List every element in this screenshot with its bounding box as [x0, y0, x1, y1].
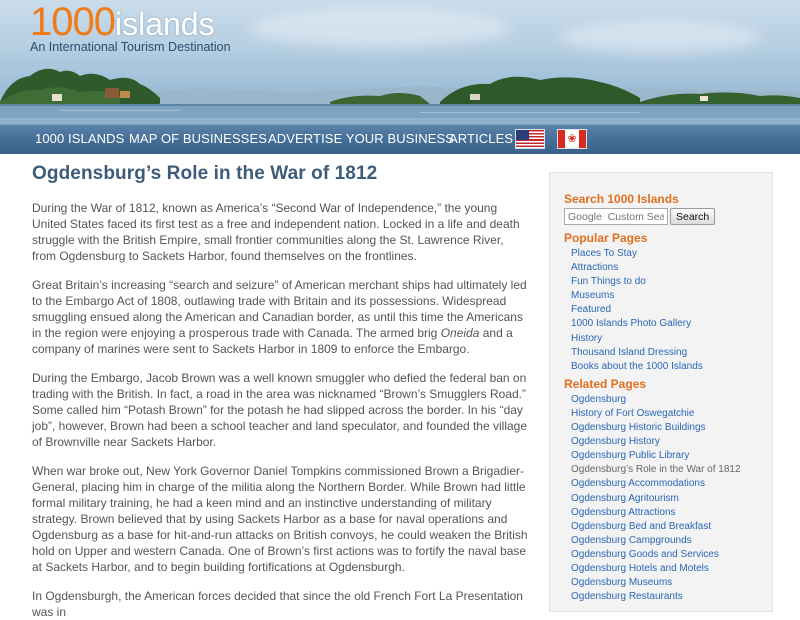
popular-pages-list [571, 247, 772, 374]
us-flag-icon[interactable] [515, 129, 545, 149]
related-link[interactable]: Ogdensburg Goods and Services [571, 548, 719, 560]
popular-link[interactable]: Thousand Island Dressing [571, 346, 688, 358]
related-link[interactable]: Ogdensburg Accommodations [571, 478, 705, 490]
popular-link[interactable]: Featured [571, 304, 612, 316]
popular-link[interactable]: Places To Stay [571, 248, 637, 259]
shoreline-illustration [0, 58, 800, 118]
article-paragraph: During the War of 1812, known as America’s “Second War of Independence,” the young United States faced its first test as a free and independent nation. Locked in a life and death struggle with the British Empire, small frontier communities along the St. Lawrence River, from Ogdensburg to Sackets Harbor, found themselves on the frontlines. [32, 201, 520, 263]
related-link[interactable]: Ogdensburg Bed and Breakfast [571, 520, 712, 532]
main-nav [0, 124, 800, 154]
article [32, 160, 530, 620]
related-link[interactable]: Ogdensburg Attractions [571, 506, 676, 518]
logo-word: islands [114, 6, 215, 42]
related-link[interactable]: Ogdensburg Restaurants [571, 591, 683, 603]
related-link[interactable]: Ogdensburg Agritourism [571, 492, 679, 504]
related-link[interactable]: Ogdensburg History [571, 436, 660, 448]
article-paragraph: When war broke out, New York Governor Daniel Tompkins commissioned Brown a Brigadier-General, placing him in charge of the militia along the Northern Border. While Brown had little formal military training, he had a keen mind and an instinctive understanding of military strategy. Brown believed that by using Sackets Harbor as a base for naval operations and Ogdensburg as a base for hit-and-run attacks on British convoys, he could weaken the British hold on Upper and western Canada. One of Brown’s first actions was to fortify the naval base at Sackets Harbor, and to begin building fortifications at Ogdensburgh. [32, 464, 528, 574]
related-link[interactable]: History of Fort Oswegatchie [571, 407, 695, 419]
related-link[interactable]: Ogdensburg Museums [571, 577, 673, 589]
search-form [564, 208, 772, 225]
search-button[interactable]: Search [670, 208, 715, 225]
sidebar [549, 172, 773, 612]
popular-link[interactable]: Attractions [571, 262, 619, 274]
related-current-page: Ogdensburg’s Role in the War of 1812 [571, 464, 741, 476]
canada-flag-icon[interactable]: ❀ [557, 129, 587, 149]
article-paragraph: Great Britain’s increasing “search and seizure” of American merchant ships had ultimately led to the Embargo Act of 1808, outlawing trade with Britain and its possessions. Widespread smuggling ensued along the American and Canadian border, as until this time the Americans in the region were enjoying a prosperous trade with Canada. The armed brig Oneida and a company of marines were sent to Sackets Harbor in 1809 to enforce the Embargo. [32, 278, 527, 356]
page-title: Ogdensburg’s Role in the War of 1812 [32, 163, 378, 184]
related-pages-list [571, 393, 772, 604]
related-link[interactable]: Ogdensburg Hotels and Motels [571, 562, 709, 574]
search-heading: Search 1000 Islands [564, 192, 679, 206]
related-link[interactable]: Ogdensburg [571, 393, 627, 405]
ship-name: Oneida [440, 326, 480, 340]
nav-advertise-your-business[interactable]: ADVERTISE YOUR BUSINESS [268, 131, 455, 146]
nav-1000-islands[interactable]: 1000 ISLANDS [35, 131, 125, 146]
popular-link[interactable]: Books about the 1000 Islands [571, 360, 703, 372]
search-input[interactable] [564, 208, 668, 225]
popular-pages-heading: Popular Pages [564, 231, 648, 245]
nav-articles[interactable]: ARTICLES [449, 131, 514, 146]
related-pages-heading: Related Pages [564, 376, 647, 391]
article-paragraph: In Ogdensburgh, the American forces decided that since the old French Fort La Presentation was in [32, 589, 523, 619]
popular-link[interactable]: Fun Things to do [571, 276, 646, 288]
popular-link[interactable]: 1000 Islands Photo Gallery [571, 318, 692, 330]
site-tagline: An International Tourism Destination [30, 40, 231, 54]
nav-map-of-businesses[interactable]: MAP OF BUSINESSES [129, 131, 267, 146]
logo-number: 1000 [30, 0, 115, 44]
related-link[interactable]: Ogdensburg Public Library [571, 450, 690, 462]
related-link[interactable]: Ogdensburg Historic Buildings [571, 422, 706, 434]
popular-link[interactable]: Museums [571, 290, 615, 302]
header-banner [0, 0, 800, 124]
article-paragraph: During the Embargo, Jacob Brown was a well known smuggler who defied the federal ban on trading with the British. In fact, a road in the area was nicknamed “Brown’s Smugglers Road.” Some called him “Potash Brown” for the potash he had slipped across the border. In his “day job”, however, Brown had been a school teacher and land speculator, and founded the village of Brownville near Sackets Harbor. [32, 371, 528, 449]
popular-link[interactable]: History [571, 332, 603, 344]
site-logo[interactable] [30, 0, 231, 54]
related-link[interactable]: Ogdensburg Campgrounds [571, 534, 692, 546]
